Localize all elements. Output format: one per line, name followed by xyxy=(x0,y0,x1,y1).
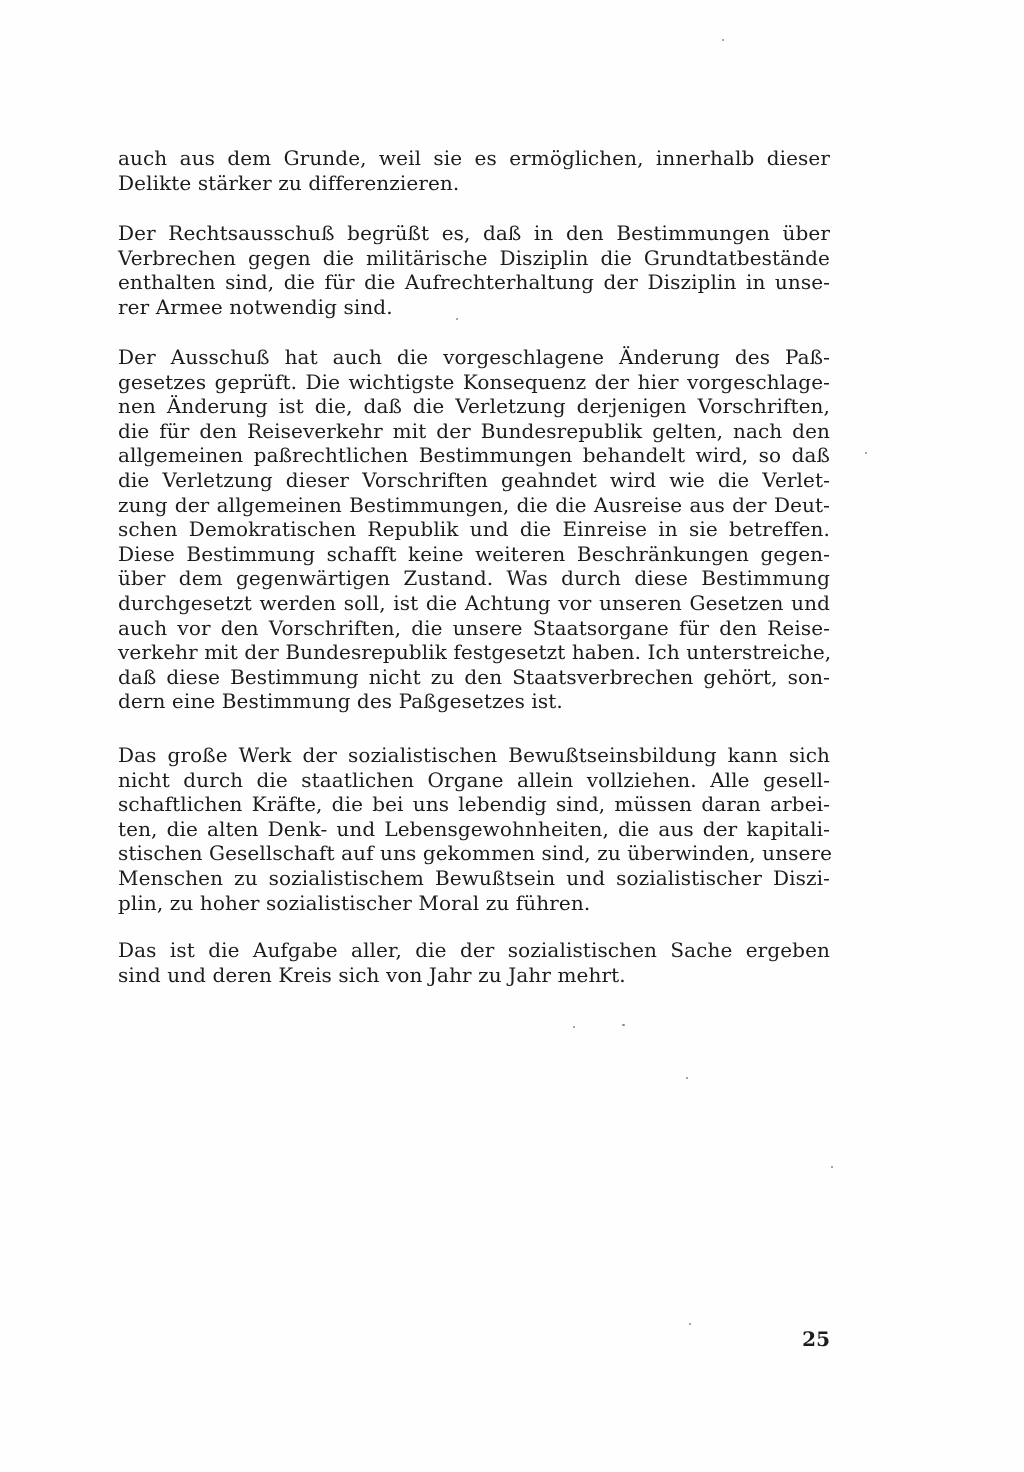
text-line: verkehr mit der Bundesrepublik festgesetzt haben. Ich unterstreiche, xyxy=(118,640,832,665)
text-line: über dem gegenwärtigen Zustand. Was durch diese Bestimmung xyxy=(118,566,830,591)
text-line: gesetzes geprüft. Die wichtigste Konsequenz der hier vorgeschlage- xyxy=(118,369,830,394)
text-line: Das ist die Aufgabe aller, die der sozialistischen Sache ergeben xyxy=(118,938,830,962)
text-line: ten, die alten Denk- und Lebensgewohnheiten, die aus der kapitali- xyxy=(118,816,830,841)
text-line: plin, zu hoher sozialistischer Moral zu führen. xyxy=(118,890,591,915)
text-line: Delikte stärker zu differenzieren. xyxy=(118,170,460,195)
text-line: Das große Werk der sozialistischen Bewußtseinsbildung kann sich xyxy=(118,743,830,767)
paragraph-5 xyxy=(118,938,830,987)
text-line: die Verletzung dieser Vorschriften geahndet wird wie die Verlet- xyxy=(118,467,830,492)
text-line: Verbrechen gegen die militärische Disziplin die Grundtatbestände xyxy=(118,245,830,270)
scan-speck xyxy=(865,452,867,454)
text-line: sind und deren Kreis sich von Jahr zu Jahr mehrt. xyxy=(118,962,626,987)
scan-speck xyxy=(689,1323,691,1325)
text-line: schen Demokratischen Republik und die Einreise in sie betreffen. xyxy=(118,517,830,542)
paragraph-1 xyxy=(118,146,830,195)
scan-speck xyxy=(622,1024,625,1026)
text-line: allgemeinen paßrechtlichen Bestimmungen behandelt wird, so daß xyxy=(118,443,830,468)
text-line: dern eine Bestimmung des Paßgesetzes ist. xyxy=(118,689,563,714)
paragraph-2 xyxy=(118,221,830,319)
text-line: auch aus dem Grunde, weil sie es ermöglichen, innerhalb dieser xyxy=(118,146,830,170)
text-line: zung der allgemeinen Bestimmungen, die die Ausreise aus der Deut- xyxy=(118,492,830,517)
paragraph-4 xyxy=(118,743,833,915)
scan-speck xyxy=(686,1077,688,1079)
text-line: nen Änderung ist die, daß die Verletzung derjenigen Vorschriften, xyxy=(118,394,830,419)
paragraph-3 xyxy=(118,345,830,714)
text-line: nicht durch die staatlichen Organe allein vollziehen. Alle gesell- xyxy=(118,767,830,792)
text-line: stischen Gesellschaft auf uns gekommen sind, zu überwinden, unsere xyxy=(118,841,833,866)
text-line: schaftlichen Kräfte, die bei uns lebendig sind, müssen daran arbei- xyxy=(118,792,830,817)
text-line: Der Ausschuß hat auch die vorgeschlagene Änderung des Paß- xyxy=(118,345,830,369)
text-line: Diese Bestimmung schafft keine weiteren Beschränkungen gegen- xyxy=(118,541,830,566)
text-line: rer Armee notwendig sind. xyxy=(118,294,393,319)
scan-speck xyxy=(573,1026,575,1028)
text-line: enthalten sind, die für die Aufrechterhaltung der Disziplin in unse- xyxy=(118,270,830,295)
page-number: 25 xyxy=(802,1327,830,1351)
text-line: die für den Reiseverkehr mit der Bundesrepublik gelten, nach den xyxy=(118,418,830,443)
scan-speck xyxy=(722,39,724,41)
text-line: daß diese Bestimmung nicht zu den Staatsverbrechen gehört, son- xyxy=(118,664,830,689)
scan-speck xyxy=(831,1166,833,1168)
scan-speck xyxy=(456,318,458,320)
text-line: Der Rechtsausschuß begrüßt es, daß in den Bestimmungen über xyxy=(118,221,830,245)
text-line: Menschen zu sozialistischem Bewußtsein und sozialistischer Diszi- xyxy=(118,865,830,890)
text-line: durchgesetzt werden soll, ist die Achtung vor unseren Gesetzen und xyxy=(118,590,830,615)
text-line: auch vor den Vorschriften, die unsere Staatsorgane für den Reise- xyxy=(118,615,830,640)
